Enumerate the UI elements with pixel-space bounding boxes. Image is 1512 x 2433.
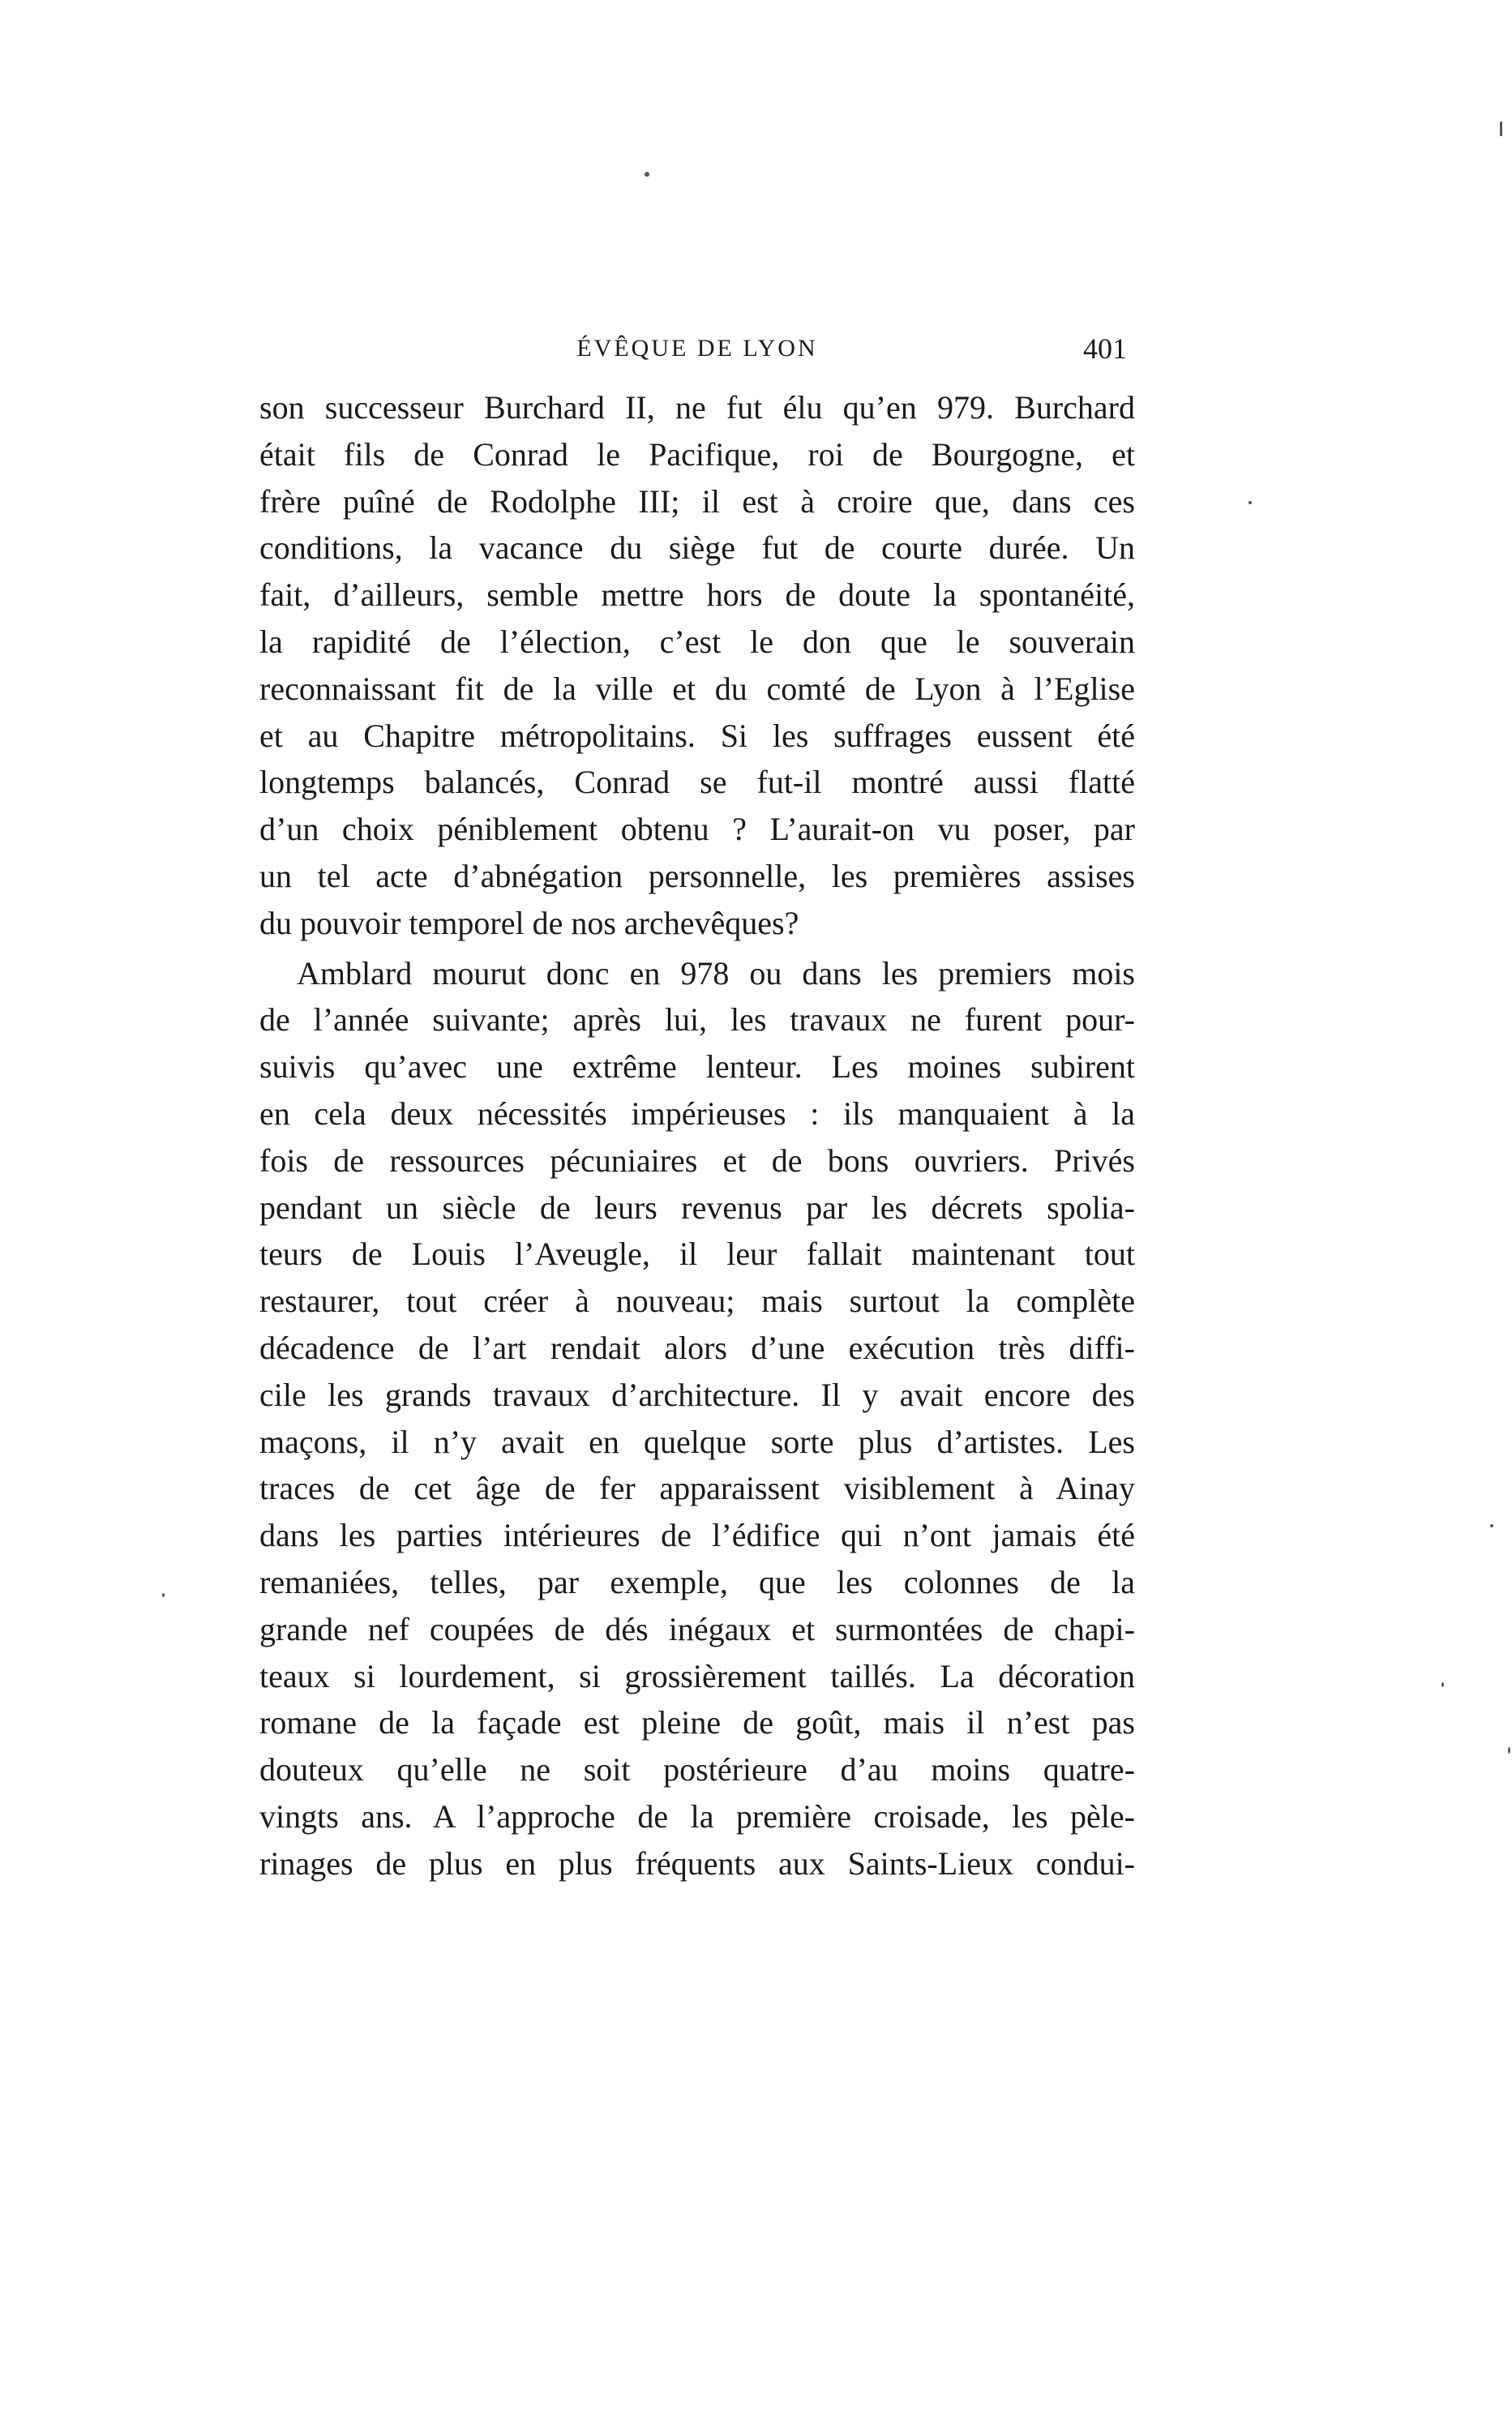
text-line: un tel acte d’abnégation personnelle, les premières assises xyxy=(259,857,1135,894)
text-line: traces de cet âge de fer apparaissent visiblement à Ainay xyxy=(259,1470,1135,1507)
text-line: frère puîné de Rodolphe III; il est à croire que, dans ces xyxy=(259,482,1135,520)
text-line: longtemps balancés, Conrad se fut-il montré aussi flatté xyxy=(259,764,1135,801)
text-line: de l’année suivante; après lui, les travaux ne furent pour- xyxy=(259,1001,1135,1039)
text-line: d’un choix péniblement obtenu ? L’aurait-on vu poser, par xyxy=(259,811,1135,848)
text-line: romane de la façade est pleine de goût, mais il n’est pas xyxy=(259,1704,1135,1741)
text-line: rinages de plus en plus fréquents aux Saints-Lieux condui- xyxy=(259,1844,1135,1882)
text-line: en cela deux nécessités impérieuses : ils manquaient à la xyxy=(259,1094,1135,1132)
text-line: teurs de Louis l’Aveugle, il leur fallait maintenant tout xyxy=(259,1236,1135,1273)
text-line: son successeur Burchard II, ne fut élu qu’en 979. Burchard xyxy=(259,389,1135,426)
text-line: pendant un siècle de leurs revenus par les décrets spolia- xyxy=(259,1189,1135,1226)
text-line: dans les parties intérieures de l’édifice qui n’ont jamais été xyxy=(259,1517,1135,1554)
paragraph xyxy=(259,384,1135,947)
text-line: douteux qu’elle ne soit postérieure d’au moins quatre- xyxy=(259,1751,1135,1788)
text-line: grande nef coupées de dés inégaux et surmontées de chapi- xyxy=(259,1610,1135,1647)
text-line: remaniées, telles, par exemple, que les colonnes de la xyxy=(259,1563,1135,1600)
text-line: Amblard mourut donc en 978 ou dans les premiers mois xyxy=(297,954,1135,992)
scan-speck xyxy=(1500,122,1502,136)
page-number: 401 xyxy=(1083,332,1127,365)
body-text xyxy=(259,384,1135,1887)
text-line: conditions, la vacance du siège fut de courte durée. Un xyxy=(259,529,1135,567)
text-line: maçons, il n’y avait en quelque sorte plus d’artistes. Les xyxy=(259,1423,1135,1460)
text-line: du pouvoir temporel de nos archevêques? xyxy=(259,904,799,941)
text-line: reconnaissant fit de la ville et du comté de Lyon à l’Eglise xyxy=(259,670,1135,707)
text-line: vingts ans. A l’approche de la première croisade, les pèle- xyxy=(259,1797,1135,1835)
paragraph xyxy=(259,950,1135,1887)
scan-speck xyxy=(1508,1747,1510,1754)
text-line: fois de ressources pécuniaires et de bons ouvriers. Privés xyxy=(259,1142,1135,1179)
text-line: suivis qu’avec une extrême lenteur. Les moines subirent xyxy=(259,1048,1135,1086)
running-title: ÉVÊQUE DE LYON xyxy=(576,335,818,362)
text-line: était fils de Conrad le Pacifique, roi de Bourgogne, et xyxy=(259,435,1135,473)
scan-speck xyxy=(1441,1682,1444,1687)
text-line: teaux si lourdement, si grossièrement taillés. La décoration xyxy=(259,1657,1135,1694)
text-line: restaurer, tout créer à nouveau; mais surtout la complète xyxy=(259,1283,1135,1320)
text-line: la rapidité de l’élection, c’est le don que le souverain xyxy=(259,623,1135,660)
text-line: décadence de l’art rendait alors d’une exécution très diffi- xyxy=(259,1329,1135,1366)
text-line: et au Chapitre métropolitains. Si les suffrages eussent été xyxy=(259,717,1135,754)
scan-speck xyxy=(645,172,649,177)
text-line: cile les grands travaux d’architecture. Il y avait encore des xyxy=(259,1376,1135,1413)
scan-speck xyxy=(1249,501,1252,504)
text-line: fait, d’ailleurs, semble mettre hors de doute la spontanéité, xyxy=(259,576,1135,614)
scan-speck xyxy=(162,1593,165,1597)
scan-speck xyxy=(1490,1524,1493,1527)
running-head xyxy=(259,324,1135,373)
